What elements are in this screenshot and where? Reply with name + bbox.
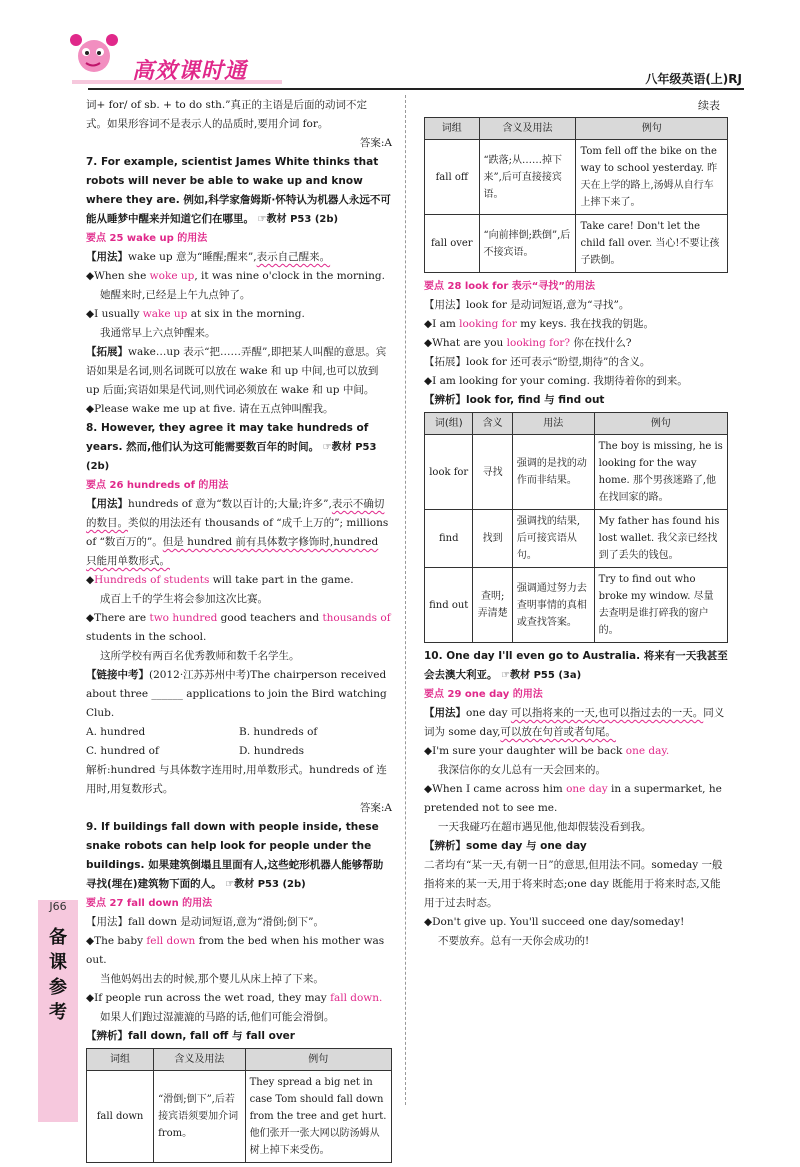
- table-header: 用法: [512, 413, 594, 435]
- example-translation: 我深信你的女儿总有一天会回来的。: [438, 764, 606, 776]
- table-cell: Tom fell off the bike on the way to school yesterday. 昨天在上学的路上,汤姆从自行车上摔下来了。: [576, 140, 728, 215]
- table-row: [425, 510, 728, 568]
- table-row: [425, 435, 728, 510]
- table-cell: They spread a big net in case Tom should fall down from the tree and get hurt. 他们张开一张大网以防汤姆从树上掉下来受伤。: [245, 1071, 391, 1163]
- key-point-29: 要点 29 one day 的用法: [424, 689, 543, 700]
- example: ◆I am looking for my keys. 我在找我的钥匙。: [424, 318, 655, 330]
- textbook-ref: ☞教材 P53 (2b): [225, 879, 306, 890]
- table-cell: 查明;弄清楚: [473, 568, 512, 643]
- side-char: 备: [49, 927, 67, 948]
- option-c: C. hundred of: [86, 745, 159, 757]
- continued-label: 续表: [698, 99, 720, 112]
- table-row: [425, 568, 728, 643]
- fall-table-continued: [424, 117, 728, 273]
- item-7-zh: 例如,科学家詹姆斯·怀特认为机器人永远不可能从睡梦中醒来并知道它们在哪里。: [86, 194, 391, 225]
- table-cell: Take care! Don't let the child fall over. 当心!不要让孩子跌倒。: [576, 215, 728, 273]
- table-header: 例句: [245, 1049, 391, 1071]
- example-translation: 成百上千的学生将会参加这次比赛。: [100, 593, 268, 605]
- table-cell: fall over: [425, 215, 480, 273]
- item-7-en: 7. For example, scientist James White thinks that robots will never be able to wake up and know where they are.: [86, 156, 379, 206]
- table-cell: 找到: [473, 510, 512, 568]
- example: ◆What are you looking for? 你在找什么?: [424, 337, 632, 349]
- key-point-25: 要点 25 wake up 的用法: [86, 233, 208, 244]
- discrimination-text: 二者均有“某一天,有朝一日”的意思,但用法不同。someday 一般指将来的某一天,用于将来时态;one day 既能用于将来时态,又能用于过去时态。: [424, 859, 723, 909]
- table-cell: “向前摔倒;跌倒”,后不接宾语。: [479, 215, 576, 273]
- table-row: [425, 215, 728, 273]
- usage-tag: 【用法】: [86, 251, 128, 263]
- key-point-26: 要点 26 hundreds of 的用法: [86, 480, 229, 491]
- explanation: 解析:hundred 与具体数字连用时,用单数形式。hundreds of 连用时,用复数形式。: [86, 764, 387, 795]
- table-cell: fall down: [87, 1071, 154, 1163]
- option-d: D. hundreds: [239, 745, 305, 757]
- logo-text: 高效课时通: [132, 59, 248, 84]
- table-header: 含义及用法: [479, 118, 576, 140]
- answer: 答案:A: [359, 137, 392, 149]
- left-column: [86, 96, 392, 1167]
- intro-line: 式。如果形容词不是表示人的品质时,要用介词 for。: [86, 118, 329, 130]
- table-cell: find: [425, 510, 473, 568]
- table-header: 含义: [473, 413, 512, 435]
- option-a: A. hundred: [86, 726, 146, 738]
- usage-25: [86, 248, 392, 267]
- table-row: [87, 1071, 392, 1163]
- usage-emphasis: 表示自己醒来。: [256, 251, 331, 263]
- example-translation: 这所学校有两百名优秀教师和数千名学生。: [100, 650, 300, 662]
- textbook-ref: ☞教材 P55 (3a): [501, 670, 582, 681]
- example: ◆I usually wake up at six in the morning.: [86, 308, 305, 320]
- discrimination-27: 【辨析】fall down, fall off 与 fall over: [86, 1030, 295, 1042]
- textbook-ref: ☞教材 P53 (2b): [86, 442, 377, 472]
- intro-line: 词+ for/ of sb. + to do sth.”真正的主语是后面的动词不定: [86, 99, 368, 111]
- usage-text: wake up 意为“睡醒;醒来”,: [128, 251, 257, 263]
- table-cell: My father has found his lost wallet. 我父亲已经找到了丢失的钱包。: [594, 510, 727, 568]
- textbook-ref: ☞教材 P53 (2b): [257, 214, 339, 225]
- usage-28: 【用法】look for 是动词短语,意为“寻找”。: [424, 299, 630, 311]
- item-7: [86, 153, 392, 229]
- grade-label: 八年级英语(上)RJ: [645, 72, 742, 86]
- column-divider: [405, 95, 406, 1105]
- table-header: 词(组): [425, 413, 473, 435]
- example: ◆When I came across him one day in a supermarket, he pretended not to see me.: [424, 783, 722, 814]
- table-cell: 强调通过努力去查明事情的真相或查找答案。: [512, 568, 594, 643]
- table-cell: 强调找的结果,后可接宾语从句。: [512, 510, 594, 568]
- example-translation: 当他妈妈出去的时候,那个婴儿从床上掉了下来。: [100, 973, 324, 985]
- table-cell: “滑倒;倒下”,后若接宾语须要加介词 from。: [154, 1071, 246, 1163]
- usage-27: 【用法】fall down 是动词短语,意为“滑倒;倒下”。: [86, 916, 324, 928]
- example-translation: 我通常早上六点钟醒来。: [100, 327, 216, 339]
- table-cell: The boy is missing, he is looking for the way home. 那个男孩迷路了,他在找回家的路。: [594, 435, 727, 510]
- example-translation: 她醒来时,已经是上午九点钟了。: [100, 289, 251, 301]
- example: ◆Don't give up. You'll succeed one day/someday!: [424, 916, 685, 928]
- discrimination-28: 【辨析】look for, find 与 find out: [424, 394, 605, 406]
- usage-26: 【用法】hundreds of 意为“数以百计的;大量;许多”,表示不确切的数目。类似的用法还有 thousands of “成千上万的”; millions of “数百万的”。但是 hundred 前有具体数字修饰时,hundred 只能用单数形式。: [86, 498, 389, 567]
- item-8: 8. However, they agree it may take hundreds of years. 然而,他们认为这可能需要数百年的时间。 ☞教材 P53 (2b): [86, 422, 377, 472]
- example: ◆Hundreds of students will take part in the game.: [86, 574, 354, 586]
- example: ◆I'm sure your daughter will be back one day.: [424, 745, 670, 757]
- table-row: [425, 140, 728, 215]
- side-char: 参: [49, 977, 67, 998]
- header-rule: [88, 88, 744, 90]
- example: ◆Please wake me up at five. 请在五点钟叫醒我。: [86, 403, 334, 415]
- table-cell: look for: [425, 435, 473, 510]
- table-header: 例句: [576, 118, 728, 140]
- table-header: 例句: [594, 413, 727, 435]
- table-header: 词组: [425, 118, 480, 140]
- key-point-27: 要点 27 fall down 的用法: [86, 898, 213, 909]
- page-number: J66: [49, 900, 67, 913]
- table-cell: 寻找: [473, 435, 512, 510]
- table-cell: fall off: [425, 140, 480, 215]
- answer: 答案:A: [359, 802, 392, 814]
- table-header: 含义及用法: [154, 1049, 246, 1071]
- example: ◆When she woke up, it was nine o'clock in the morning.: [86, 270, 385, 282]
- item-10: 10. One day I'll even go to Australia. 将来有一天我甚至会去澳大利亚。 ☞教材 P55 (3a): [424, 650, 728, 681]
- example-translation: 一天我碰巧在超市遇见他,他却假装没看到我。: [438, 821, 652, 833]
- usage-29: 【用法】one day 可以指将来的一天,也可以指过去的一天。同义词为 some day,可以放在句首或者句尾。: [424, 707, 725, 738]
- fall-table: [86, 1048, 392, 1163]
- side-char: 考: [49, 1002, 67, 1023]
- example: ◆There are two hundred good teachers and thousands of students in the school.: [86, 612, 391, 643]
- side-char: 课: [49, 952, 67, 973]
- discrimination-29: 【辨析】some day 与 one day: [424, 840, 587, 852]
- example-translation: 如果人们跑过湿漉漉的马路的话,他们可能会滑倒。: [100, 1011, 335, 1023]
- key-point-28: 要点 28 look for 表示“寻找”的用法: [424, 281, 595, 292]
- example-translation: 不要放弃。总有一天你会成功的!: [438, 935, 590, 947]
- item-9: 9. If buildings fall down with people inside, these snake robots can help look for people under the buildings. 如果建筑倒塌且里面有人,这些蛇形机器人能够帮助寻找(埋在)建筑物下面的人。 ☞教材 P53 (2b): [86, 821, 384, 890]
- right-column: [424, 96, 728, 951]
- table-cell: 强调的是找的动作而非结果。: [512, 435, 594, 510]
- link-exam: 【链接中考】(2012·江苏苏州中考)The chairperson received about three ______ applications to join the Bird watching Club.: [86, 669, 387, 719]
- example: ◆If people run across the wet road, they may fall down.: [86, 992, 383, 1004]
- options: [86, 723, 392, 761]
- look-for-table: [424, 412, 728, 643]
- option-b: B. hundreds of: [239, 726, 318, 738]
- table-cell: find out: [425, 568, 473, 643]
- table-header: 词组: [87, 1049, 154, 1071]
- extension-28: 【拓展】look for 还可表示“盼望,期待”的含义。: [424, 356, 651, 368]
- side-label: [40, 925, 76, 1025]
- table-cell: “跌落;从……掉下来”,后可直接接宾语。: [479, 140, 576, 215]
- example: ◆I am looking for your coming. 我期待着你的到来。: [424, 375, 688, 387]
- table-cell: Try to find out who broke my window. 尽量去查明是谁打碎我的窗户的。: [594, 568, 727, 643]
- extension-25: 【拓展】wake…up 表示“把……弄醒”,即把某人叫醒的意思。宾语如果是名词,则名词既可以放在 wake 和 up 中间,也可以放到 up 后面;宾语如果是代词,则代词必须放在 wake 和 up 中间。: [86, 346, 387, 396]
- example: ◆The baby fell down from the bed when his mother was out.: [86, 935, 385, 966]
